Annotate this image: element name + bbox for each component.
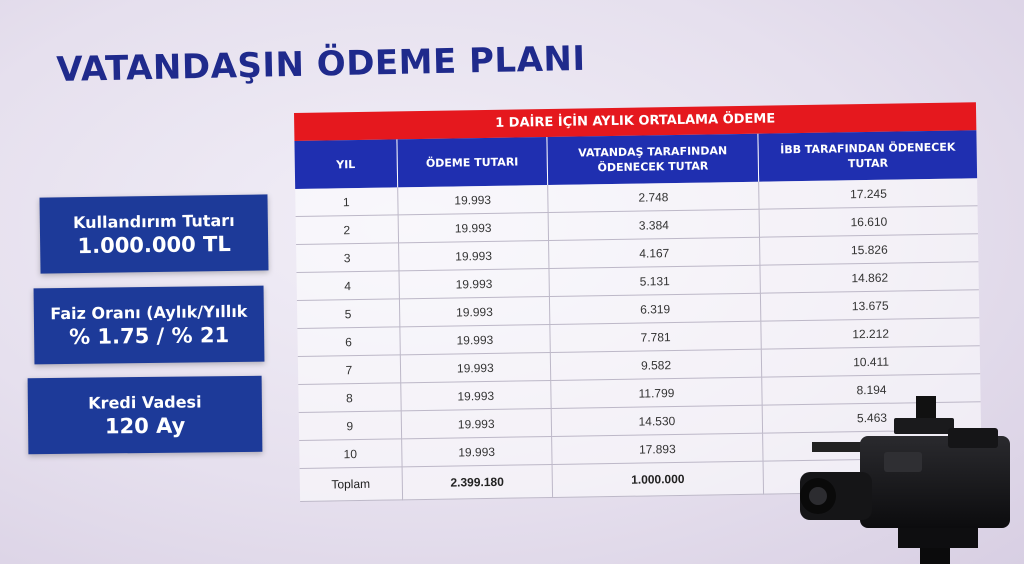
- cell-citizen-amount: 4.167: [548, 237, 760, 268]
- cell-payment-amount: 19.993: [397, 185, 547, 215]
- cell-payment-amount: 19.993: [400, 353, 550, 383]
- loan-amount-value: 1.000.000 TL: [77, 231, 231, 258]
- cell-ibb-amount: 15.826: [760, 234, 979, 265]
- loan-term-box: [28, 376, 263, 454]
- loan-amount-label: Kullandırım Tutarı: [72, 210, 235, 232]
- cell-payment-amount: 19.993: [401, 381, 551, 411]
- total-label: Toplam: [300, 467, 403, 502]
- loan-term-value: 120 Ay: [104, 413, 186, 438]
- table-banner: 1 DAİRE İÇİN AYLIK ORTALAMA ÖDEME: [294, 102, 976, 141]
- cell-year: 4: [297, 271, 400, 301]
- cell-citizen-amount: 9.582: [550, 349, 762, 380]
- interest-rate-label: Faiz Oranı (Aylık/Yıllık: [50, 301, 248, 323]
- cell-year: 6: [297, 327, 400, 357]
- cell-year: 7: [298, 355, 401, 385]
- cell-payment-amount: 19.993: [401, 408, 551, 438]
- cell-year: 1: [295, 187, 398, 216]
- video-camera-icon: [798, 392, 1024, 564]
- cell-payment-amount: 19.993: [399, 297, 549, 327]
- cell-ibb-amount: 12.212: [761, 318, 980, 349]
- interest-rate-box: [34, 286, 265, 365]
- cell-citizen-amount: 5.131: [549, 265, 761, 296]
- header-year: YIL: [294, 139, 397, 189]
- cell-payment-amount: 19.993: [400, 325, 550, 355]
- interest-rate-value: % 1.75 / % 21: [68, 322, 230, 349]
- cell-citizen-amount: 2.748: [547, 182, 759, 213]
- header-citizen-amount: VATANDAŞ TARAFINDAN ÖDENECEK TUTAR: [547, 134, 759, 185]
- cell-year: 5: [297, 299, 400, 329]
- cell-year: 9: [299, 411, 402, 441]
- cell-ibb-amount: 8.194: [762, 374, 981, 405]
- cell-citizen-amount: 11.799: [551, 377, 763, 408]
- header-payment-amount: ÖDEME TUTARI: [397, 137, 548, 187]
- cell-ibb-amount: 14.862: [760, 262, 979, 293]
- cell-citizen-amount: 14.530: [551, 405, 763, 436]
- cell-ibb-amount: 10.411: [762, 346, 981, 377]
- cell-year: 2: [296, 215, 399, 245]
- cell-citizen-amount: 7.781: [550, 321, 762, 352]
- loan-term-label: Kredi Vadesi: [88, 391, 202, 413]
- cell-payment-amount: 19.993: [398, 241, 548, 271]
- page-title: VATANDAŞIN ÖDEME PLANI: [56, 38, 586, 90]
- cell-citizen-amount: 6.319: [549, 293, 761, 324]
- cell-payment-amount: 19.993: [401, 436, 551, 466]
- total-citizen-amount: 1.000.000: [552, 461, 764, 497]
- cell-payment-amount: 19.993: [398, 213, 548, 243]
- cell-year: 3: [296, 243, 399, 273]
- cell-ibb-amount: 5.463: [762, 402, 981, 433]
- cell-citizen-amount: 3.384: [548, 209, 760, 240]
- total-payment-amount: 2.399.180: [402, 464, 553, 499]
- cell-ibb-amount: 17.245: [759, 178, 978, 209]
- header-ibb-amount: İBB TARAFINDAN ÖDENECEK TUTAR: [758, 130, 977, 181]
- cell-ibb-amount: 16.610: [759, 206, 978, 237]
- loan-amount-box: [39, 194, 268, 273]
- cell-payment-amount: 19.993: [399, 269, 549, 299]
- cell-year: 10: [299, 439, 402, 469]
- cell-year: 8: [298, 383, 401, 413]
- cell-ibb-amount: 13.675: [761, 290, 980, 321]
- cell-citizen-amount: 17.893: [551, 433, 763, 464]
